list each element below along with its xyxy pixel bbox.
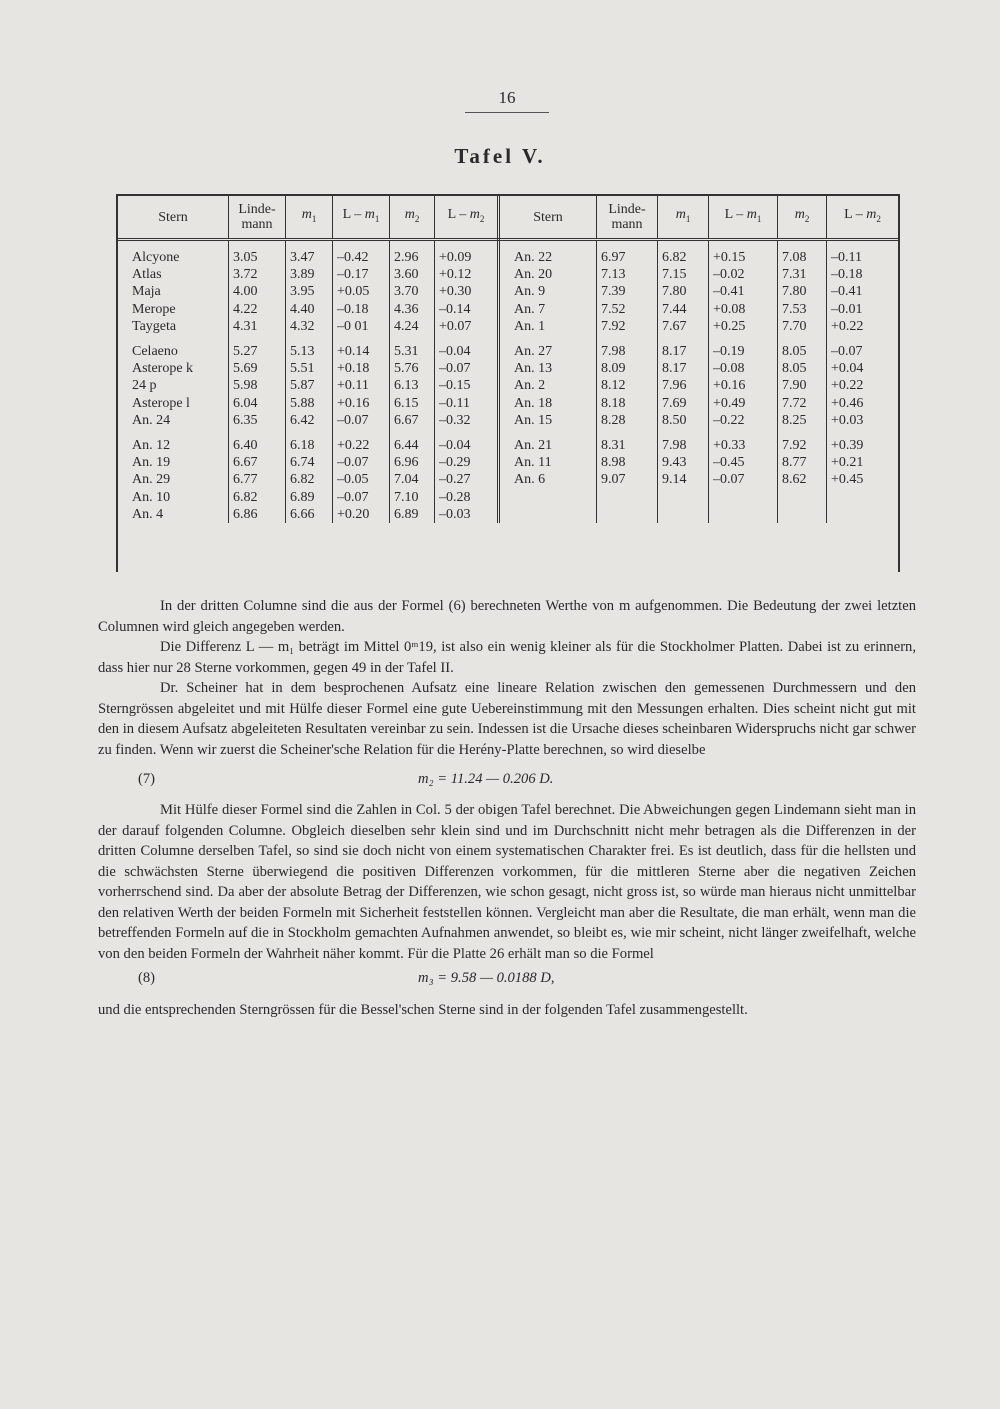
value-cell: 3.95 [286,283,333,300]
value-cell: 7.67 [658,318,709,335]
star-name-cell: An. 20 [499,266,597,283]
gap-cell [229,240,286,250]
value-cell: –0.11 [831,250,862,266]
star-name-cell: Merope [118,301,229,318]
value-cell: 5.88 [286,395,333,412]
gap-cell [827,335,899,343]
value-cell: +0.45 [831,472,864,488]
value-cell: 9.43 [658,454,709,471]
value-cell: –0.18 [333,301,390,318]
gap-cell [435,335,499,343]
value-cell: +0.39 [831,437,864,453]
gap-cell [827,240,899,250]
value-cell: 7.80 [778,283,827,300]
value-cell: 6.15 [390,395,435,412]
value-cell: 5.87 [286,377,333,394]
value-cell: 6.35 [229,412,286,429]
header-m1-right: $m_1$ [658,196,709,240]
value-cell: +0.07 [435,318,499,335]
value-cell: 6.67 [229,454,286,471]
value-cell: 2.96 [390,249,435,266]
value-cell: –0.05 [333,471,390,488]
gap-cell [709,429,778,437]
paragraph-5: und die entsprechenden Sterngrössen für die Bessel'schen Sterne sind in der folgenden Tafel zusammengestellt. [98,1002,748,1018]
value-cell: 4.32 [286,318,333,335]
value-cell: –0.19 [709,343,778,360]
value-cell: 8.31 [597,437,658,454]
table-row [118,454,898,471]
value-cell: 5.51 [286,360,333,377]
value-cell: –0.15 [435,377,499,394]
table-row [118,412,898,429]
value-cell: 4.36 [390,301,435,318]
paragraph-2: Die Differenz L — m₁ beträgt im Mittel 0ᵐ19, ist also ein wenig kleiner als für die Stockholmer Platten. Dabei ist zu erinnern, dass hier nur 28 Sterne vorkommen, gegen 49 in der Tafel II. [98,639,916,676]
value-cell: –0.07 [333,488,390,505]
value-cell [827,488,899,505]
header-m1: $m_1$ [286,196,333,240]
value-cell [597,488,658,505]
table-row [118,318,898,335]
gap-cell [778,240,827,250]
star-name-cell: Taygeta [118,318,229,335]
equation-7-label: (7) [138,771,156,787]
star-name-cell: An. 22 [499,249,597,266]
value-cell: 8.18 [597,395,658,412]
value-cell: 4.00 [229,283,286,300]
value-cell: +0.16 [709,377,778,394]
table-row [118,283,898,300]
value-cell: +0.20 [333,506,390,523]
gap-cell [499,335,597,343]
value-cell: 7.80 [658,283,709,300]
header-l-m2: L – $m_2$ [435,196,499,240]
value-cell: 6.77 [229,471,286,488]
header-m2: $m_2$ [390,196,435,240]
star-name-cell: An. 4 [118,506,229,523]
gap-cell [658,429,709,437]
value-cell: –0.11 [435,395,499,412]
paragraph-3: Dr. Scheiner hat in dem besprochenen Aufsatz eine lineare Relation zwischen den gemessenen Durchmessern und den Sterngrössen abgeleitet und mit Hülfe dieser Formel eine gute Uebereinstimmung mit den Messungen erhalten. Dies scheint nicht gut mit den in diesem Aufsatz abgeleiteten Resultaten vereinbar zu sein. Indessen ist die Ursache dieses scheinbaren Widerspruchs nicht gar schwer zu finden. Wenn wir zuerst die Scheiner'sche Relation für die Herény-Platte berechnen, so wird dieselbe [98,680,916,758]
value-cell: 7.15 [658,266,709,283]
value-cell: 6.96 [390,454,435,471]
body-text [98,596,916,1021]
value-cell: 7.69 [658,395,709,412]
value-cell: 8.09 [597,360,658,377]
star-name-cell: An. 12 [118,437,229,454]
value-cell: –0.07 [333,412,390,429]
value-cell: +0.14 [333,343,390,360]
gap-cell [658,335,709,343]
value-cell: 5.31 [390,343,435,360]
value-cell: 8.17 [658,360,709,377]
value-cell: –0.04 [435,343,499,360]
star-name-cell: An. 19 [118,454,229,471]
value-cell: 5.98 [229,377,286,394]
value-cell: 5.13 [286,343,333,360]
table-row [118,506,898,523]
star-name-cell: An. 18 [499,395,597,412]
value-cell: 6.67 [390,412,435,429]
gap-cell [597,429,658,437]
value-cell: 7.52 [597,301,658,318]
star-name-cell: Asterope k [118,360,229,377]
value-cell: 6.18 [286,437,333,454]
page-number: 16 [465,88,549,113]
value-cell: –0.32 [435,412,499,429]
table-row [118,437,898,454]
value-cell: 3.89 [286,266,333,283]
value-cell: 6.42 [286,412,333,429]
gap-cell [390,429,435,437]
value-cell: 8.28 [597,412,658,429]
star-name-cell: Maja [118,283,229,300]
star-name-cell: Alcyone [118,249,229,266]
value-cell: 3.72 [229,266,286,283]
value-cell: 7.72 [778,395,827,412]
star-name-cell: An. 11 [499,454,597,471]
header-stern-right: Stern [499,196,597,240]
table-body [118,240,898,523]
star-name-cell: An. 2 [499,377,597,394]
value-cell [658,506,709,523]
value-cell: –0.28 [435,488,499,505]
star-name-cell: Atlas [118,266,229,283]
star-name-cell: Asterope l [118,395,229,412]
value-cell: –0.02 [709,266,778,283]
value-cell: 5.76 [390,360,435,377]
gap-cell [333,335,390,343]
value-cell: –0.03 [435,506,499,523]
value-cell: 7.08 [778,249,827,266]
table-row [118,266,898,283]
header-l-m2-right: L – $m_2$ [827,196,899,240]
value-cell: 7.92 [778,437,827,454]
gap-cell [390,240,435,250]
value-cell: 7.31 [778,266,827,283]
value-cell: –0.42 [333,249,390,266]
value-cell [827,506,899,523]
value-cell: –0.07 [435,360,499,377]
table-group-gap [118,240,898,250]
gap-cell [778,335,827,343]
gap-cell [118,429,229,437]
star-name-cell: An. 21 [499,437,597,454]
equation-8-formula: m₃ = 9.58 — 0.0188 D, [418,970,555,986]
gap-cell [229,335,286,343]
value-cell [709,488,778,505]
value-cell: +0.05 [333,283,390,300]
gap-cell [435,429,499,437]
table-row [118,360,898,377]
star-name-cell: An. 10 [118,488,229,505]
value-cell: 6.44 [390,437,435,454]
equation-8 [98,964,916,1000]
gap-cell [658,240,709,250]
value-cell: 7.04 [390,471,435,488]
star-name-cell: An. 13 [499,360,597,377]
value-cell: 8.12 [597,377,658,394]
table-group-gap [118,335,898,343]
value-cell: 7.53 [778,301,827,318]
gap-cell [709,335,778,343]
value-cell: 6.89 [286,488,333,505]
value-cell: 9.07 [597,471,658,488]
value-cell: 7.10 [390,488,435,505]
value-cell: 6.97 [597,249,658,266]
value-cell: 8.25 [778,412,827,429]
value-cell: 8.98 [597,454,658,471]
table-group-gap [118,429,898,437]
gap-cell [390,335,435,343]
value-cell: 7.13 [597,266,658,283]
table-row [118,377,898,394]
value-cell: +0.03 [831,412,864,428]
equation-8-label: (8) [138,970,156,986]
value-cell [778,506,827,523]
header-m2-right: $m_2$ [778,196,827,240]
value-cell: 3.70 [390,283,435,300]
value-cell: –0.14 [435,301,499,318]
value-cell: –0.18 [831,267,863,283]
gap-cell [229,429,286,437]
star-name-cell: 24 p [118,377,229,394]
star-magnitude-table [118,196,898,523]
gap-cell [499,240,597,250]
value-cell: 6.82 [229,488,286,505]
star-name-cell: An. 7 [499,301,597,318]
value-cell: +0.15 [709,249,778,266]
value-cell: 9.14 [658,471,709,488]
table-row [118,471,898,488]
value-cell: 3.05 [229,249,286,266]
gap-cell [333,429,390,437]
value-cell [658,488,709,505]
star-name-cell [499,488,597,505]
star-name-cell: An. 6 [499,471,597,488]
value-cell: 7.70 [778,318,827,335]
value-cell: +0.25 [709,318,778,335]
gap-cell [118,335,229,343]
value-cell: +0.33 [709,437,778,454]
value-cell: 5.27 [229,343,286,360]
value-cell [778,488,827,505]
header-l-m1-right: L – $m_1$ [709,196,778,240]
value-cell: 5.69 [229,360,286,377]
value-cell: 8.62 [778,471,827,488]
value-cell: +0.12 [435,266,499,283]
value-cell: +0.16 [333,395,390,412]
value-cell: +0.04 [831,361,864,377]
value-cell: 7.98 [597,343,658,360]
value-cell [597,506,658,523]
star-name-cell: An. 27 [499,343,597,360]
header-lindemann: Linde- mann [229,196,286,240]
value-cell: –0.27 [435,471,499,488]
table-row [118,395,898,412]
value-cell: –0.22 [709,412,778,429]
gap-cell [597,335,658,343]
value-cell: 8.05 [778,343,827,360]
value-cell: –0 01 [333,318,390,335]
value-cell: –0.41 [831,284,863,300]
value-cell: 4.31 [229,318,286,335]
value-cell: 6.13 [390,377,435,394]
value-cell: 3.47 [286,249,333,266]
value-cell: –0.45 [709,454,778,471]
value-cell: 8.05 [778,360,827,377]
value-cell: 7.90 [778,377,827,394]
value-cell: 6.89 [390,506,435,523]
value-cell: 6.04 [229,395,286,412]
value-cell: –0.29 [435,454,499,471]
gap-cell [286,335,333,343]
table-title: Tafel V. [454,144,546,168]
table-row [118,488,898,505]
equation-7-formula: m₂ = 11.24 — 0.206 D. [418,771,554,787]
gap-cell [709,240,778,250]
value-cell: 6.82 [658,249,709,266]
value-cell: +0.49 [709,395,778,412]
header-stern: Stern [118,196,229,240]
value-cell: 7.98 [658,437,709,454]
value-cell: 8.77 [778,454,827,471]
value-cell: 6.74 [286,454,333,471]
value-cell: 4.24 [390,318,435,335]
star-name-cell: Celaeno [118,343,229,360]
star-name-cell: An. 15 [499,412,597,429]
value-cell: 6.82 [286,471,333,488]
table-row [118,301,898,318]
star-name-cell [499,506,597,523]
gap-cell [118,240,229,250]
star-name-cell: An. 1 [499,318,597,335]
value-cell: –0.07 [831,344,863,360]
gap-cell [778,429,827,437]
value-cell: +0.30 [435,283,499,300]
value-cell: 6.86 [229,506,286,523]
value-cell: +0.22 [831,318,864,334]
value-cell: +0.11 [333,377,390,394]
value-cell: –0.01 [831,301,863,317]
table-row [118,343,898,360]
value-cell: +0.22 [333,437,390,454]
gap-cell [597,240,658,250]
value-cell: 3.60 [390,266,435,283]
value-cell: 8.17 [658,343,709,360]
value-cell: 6.66 [286,506,333,523]
header-l-m1: L – $m_1$ [333,196,390,240]
value-cell: +0.46 [831,395,864,411]
value-cell: +0.18 [333,360,390,377]
equation-7 [98,760,916,800]
star-name-cell: An. 29 [118,471,229,488]
value-cell: +0.08 [709,301,778,318]
value-cell: –0.08 [709,360,778,377]
value-cell: 4.40 [286,301,333,318]
gap-cell [435,240,499,250]
value-cell: –0.07 [333,454,390,471]
value-cell: +0.09 [435,249,499,266]
value-cell: –0.07 [709,471,778,488]
value-cell: 4.22 [229,301,286,318]
value-cell: +0.22 [831,378,864,394]
gap-cell [333,240,390,250]
value-cell [709,506,778,523]
gap-cell [827,429,899,437]
paragraph-4: Mit Hülfe dieser Formel sind die Zahlen in Col. 5 der obigen Tafel berechnet. Die Abweichungen gegen Lindemann sieht man in der darauf folgenden Columne. Obgleich dieselben sehr klein sind und im Durchschnitt nicht mehr betragen als die Differenzen in der dritten Columne derselben Tafel, so sind sie doch nicht von einem systematischen Charakter frei. Es ist deutlich, dass für die hellsten und die schwächsten Sterne überwiegend die positiven Differenzen vorkommen, für die mittleren Sterne aber die negativen Zeichen vorherrschend sind. Da aber der absolute Betrag der Differenzen, wie schon gesagt, nicht gross ist, so würde man hieraus nicht unmittelbar den relativen Werth der beiden Formeln mit Sicherheit feststellen können. Vergleicht man aber die Resultate, die man erhält, wenn man die betreffenden Formeln auf die in Stockholm gemachten Aufnahmen anwendet, so bleibt es, wie mir scheint, nicht länger zweifelhaft, welche von den beiden Formeln der Wahrheit näher kommt. Für die Platte 26 erhält man so die Formel [98,802,916,962]
value-cell: –0.41 [709,283,778,300]
gap-cell [499,429,597,437]
value-cell: 6.40 [229,437,286,454]
value-cell: 7.96 [658,377,709,394]
value-cell: –0.04 [435,437,499,454]
gap-cell [286,429,333,437]
value-cell: 7.39 [597,283,658,300]
value-cell: 7.44 [658,301,709,318]
data-table-frame [116,194,900,572]
header-lindemann-right: Linde- mann [597,196,658,240]
value-cell: 7.92 [597,318,658,335]
star-name-cell: An. 24 [118,412,229,429]
table-row [118,249,898,266]
value-cell: +0.21 [831,455,864,471]
paragraph-1: In der dritten Columne sind die aus der Formel (6) berechneten Werthe von m aufgenommen. Die Bedeutung der zwei letzten Columnen wird gleich angegeben werden. [98,598,916,635]
table-header-row [118,196,898,240]
value-cell: –0.17 [333,266,390,283]
value-cell: 8.50 [658,412,709,429]
gap-cell [286,240,333,250]
star-name-cell: An. 9 [499,283,597,300]
